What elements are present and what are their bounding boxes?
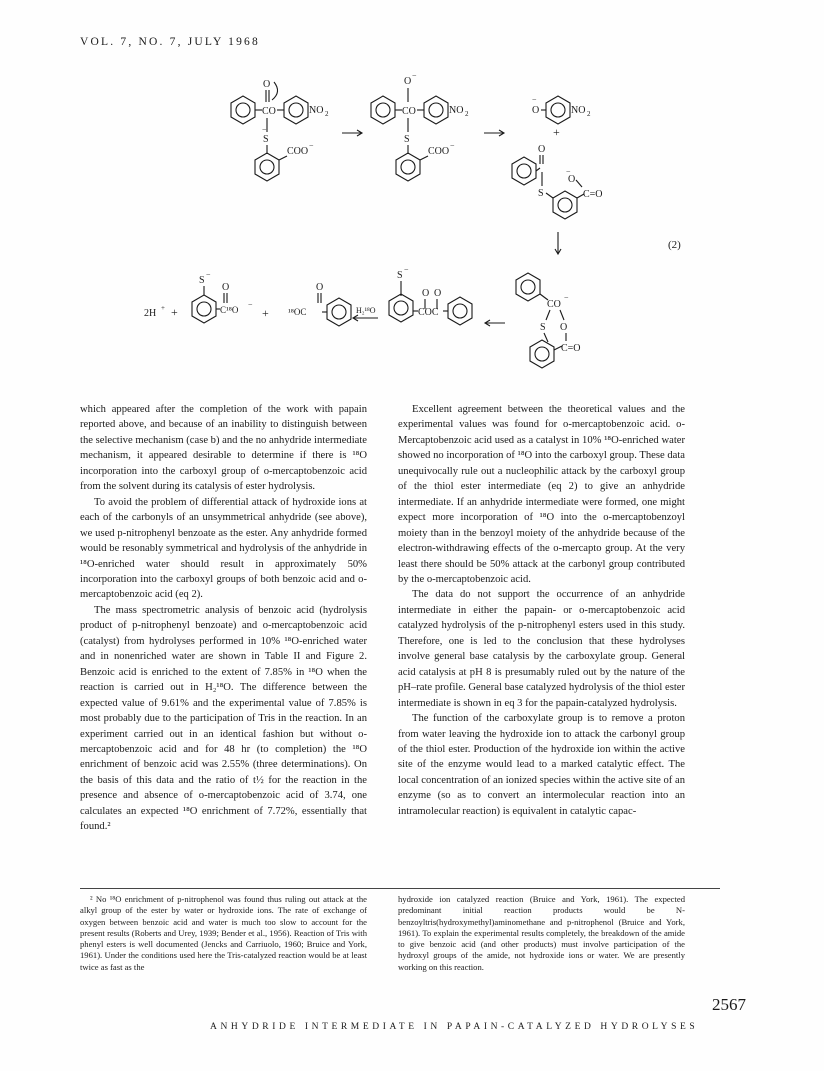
svg-text:+: + bbox=[161, 304, 165, 312]
benzene-ring bbox=[396, 153, 420, 181]
journal-header: VOL. 7, NO. 7, JULY 1968 bbox=[80, 36, 260, 48]
svg-text:H₂¹⁸O: H₂¹⁸O bbox=[356, 306, 376, 315]
svg-text:2: 2 bbox=[587, 110, 591, 118]
svg-text:C¹⁸O: C¹⁸O bbox=[220, 305, 239, 315]
benzene-ring bbox=[371, 96, 395, 124]
nitro-label: NO bbox=[309, 105, 324, 116]
svg-text:COC: COC bbox=[418, 307, 439, 318]
structure-4 bbox=[516, 273, 581, 368]
structure-7 bbox=[192, 270, 253, 323]
benzene-ring bbox=[530, 340, 554, 368]
page-number: 2567 bbox=[712, 995, 746, 1014]
svg-text:−: − bbox=[404, 265, 409, 274]
benzene-ring bbox=[553, 191, 577, 219]
svg-text:O: O bbox=[434, 288, 442, 299]
reaction-scheme bbox=[0, 60, 824, 390]
svg-text:¹⁸OC: ¹⁸OC bbox=[288, 307, 307, 317]
benzene-ring bbox=[546, 96, 570, 124]
svg-text:O: O bbox=[560, 322, 568, 333]
svg-text:S: S bbox=[538, 188, 544, 199]
benzene-ring bbox=[424, 96, 448, 124]
svg-text:NO: NO bbox=[571, 105, 586, 116]
electron-arrow bbox=[272, 82, 278, 100]
oxygen-label: O bbox=[263, 79, 271, 90]
benzene-ring bbox=[512, 157, 536, 185]
svg-text:C=O: C=O bbox=[561, 343, 581, 354]
running-title: ANHYDRIDE INTERMEDIATE IN PAPAIN-CATALYZED HYDROLYSES bbox=[210, 1022, 699, 1032]
svg-text:O: O bbox=[532, 105, 540, 116]
reaction-scheme-drawing bbox=[0, 60, 824, 390]
svg-text:−: − bbox=[248, 300, 253, 309]
reaction-arrow bbox=[342, 130, 362, 136]
svg-text:O: O bbox=[222, 282, 230, 293]
footnote-right bbox=[398, 894, 685, 973]
benzene-ring bbox=[192, 295, 216, 323]
paragraph: To avoid the problem of differential attack of hydroxide ions at each of the carbonyls of an unsymmetrical anhydride (see above), we used p-nitrophenyl benzoate as the ester. Any anhydride formed would be resonably symmetrical and hydrolysis of the anhydride in ¹⁸O-enriched water should result in approximately 50% incorporation into the carboxyl groups of both benzoic acid and o-mercaptobenzoic acid (eq 2). bbox=[80, 496, 367, 601]
structure-1 bbox=[231, 79, 329, 181]
carbonyl-label: CO bbox=[262, 106, 276, 117]
sulfur-label: S bbox=[263, 134, 269, 145]
benzene-ring bbox=[448, 297, 472, 325]
structure-2 bbox=[371, 71, 469, 181]
svg-text:2H: 2H bbox=[144, 308, 157, 319]
left-column bbox=[80, 402, 367, 835]
svg-text:2: 2 bbox=[465, 110, 469, 118]
svg-text:S: S bbox=[199, 275, 205, 286]
structure-3 bbox=[512, 95, 603, 219]
svg-text:−: − bbox=[206, 270, 211, 279]
footnote-text: hydroxide ion catalyzed reaction (Bruice and York, 1961). The expected predominant initial reaction products would be N-benzoyltris(hydroxymethyl)aminomethane and p-nitrophenol (Bruice and York, 1961). To explain the experimental results completely, the breakdown of the amide to give benzoic acid (and other products) must involve participation of the hydroxyl groups of the amide, not hydroxide ions or water. We are presently working on this reaction. bbox=[398, 894, 685, 972]
benzene-ring bbox=[516, 273, 540, 301]
reaction-arrow bbox=[484, 130, 504, 136]
benzene-ring bbox=[327, 298, 351, 326]
reaction-arrow bbox=[555, 232, 561, 254]
reaction-arrow bbox=[353, 306, 378, 321]
footnote-left bbox=[80, 894, 367, 973]
svg-text:C=O: C=O bbox=[583, 189, 603, 200]
structure-5 bbox=[389, 265, 472, 325]
svg-text:−: − bbox=[566, 167, 571, 176]
paragraph: The function of the carboxylate group is to remove a proton from water leaving the hydroxide ion to attack the carbonyl group of the thiol ester. Production of the hydroxide ion within the active site of the enzyme would lead to a marked catalytic effect. The local concentration of an ionized species within the active site of an enzyme (so as to convert an intermolecular reaction into an intramolecular reaction) is equivalent in catalytic capac- bbox=[398, 713, 685, 817]
paragraph: Excellent agreement between the theoretical values and the experimental values was found for o-mercaptobenzoic acid. o-Mercaptobenzoic acid used as a catalyst in 10% ¹⁸O-enriched water showed no incorporation of ¹⁸O into the carboxyl group. These data unequivocally rule out a nucleophilic attack by the carboxyl group of the thiol ester intermediate (eq 2) to give an anhydride intermediate. If an anhydride intermediate were formed, one might expect more incorporation of ¹⁸O into the o-mercaptobenzoyl moiety than in the benzoyl moiety of the anhydride because of the electron-withdrawing effects of the o-mercapto group. At the very least there should be 50% attack at the carbonyl group contributed by the o-mercaptobenzoic acid. bbox=[398, 404, 685, 585]
svg-text:CO: CO bbox=[547, 299, 561, 310]
structure-6 bbox=[288, 282, 351, 326]
right-column bbox=[398, 402, 685, 819]
svg-text:COO: COO bbox=[428, 146, 450, 157]
footnote-text: ² No ¹⁸O enrichment of p-nitrophenol was found thus ruling out attack at the alkyl group of the ester by water or hydroxide ions. The rate of exchange of oxygen between benzoic acid and water is much too slow to account for the present results (Roberts and Urey, 1939; Bender et al., 1956). Reaction of Tris with phenyl esters is well documented (Jencks and Carriuolo, 1960; Bruice and York, 1961). Under the conditions used here the Tris-catalyzed reaction would be at least twice as fast as the bbox=[80, 894, 367, 972]
svg-text:−: − bbox=[450, 141, 455, 150]
svg-text:+: + bbox=[262, 306, 269, 320]
svg-text:O: O bbox=[422, 288, 430, 299]
svg-text:+: + bbox=[553, 125, 560, 139]
footnote-divider bbox=[80, 888, 720, 889]
svg-text:−: − bbox=[309, 141, 314, 150]
svg-text:−: − bbox=[564, 293, 569, 302]
paragraph: which appeared after the completion of the work with papain reported above, and because of an inability to distinguish between the selective mechanism (case b) and the no anhydride intermediate mechanism, it appeared desirable to determine if there is ¹⁸O incorporation into the carboxyl group of o-mercaptobenzoic acid from the solvent during its catalysis of ester hydrolysis. bbox=[80, 404, 367, 493]
svg-text:NO: NO bbox=[449, 105, 464, 116]
benzene-ring bbox=[284, 96, 308, 124]
svg-text:O: O bbox=[316, 282, 324, 293]
paragraph: The data do not support the occurrence of an anhydride intermediate in either the papain- or o-mercaptobenzoic acid catalyzed hydrolysis of the p-nitrophenyl esters used in this study. Therefore, one is led to the conclusion that these hydrolyses involve general base catalysis by the carboxylate group. General acid catalysis at pH 8 is presumably ruled out by the nature of the pH–rate profile. General base catalyzed hydrolysis of the thiol ester intermediate is shown in eq 3 for the papain-catalyzed hydrolysis. bbox=[398, 589, 685, 709]
svg-text:2: 2 bbox=[325, 110, 329, 118]
svg-text:O: O bbox=[538, 144, 546, 155]
svg-text:S: S bbox=[404, 134, 410, 145]
equation-number: (2) bbox=[668, 239, 681, 251]
svg-text:O: O bbox=[404, 76, 412, 87]
svg-text:+: + bbox=[171, 305, 178, 319]
carboxylate-label: COO bbox=[287, 146, 309, 157]
reaction-arrow bbox=[485, 320, 505, 326]
svg-text:−: − bbox=[262, 125, 267, 134]
svg-text:−: − bbox=[412, 71, 417, 80]
benzene-ring bbox=[255, 153, 279, 181]
benzene-ring bbox=[389, 294, 413, 322]
svg-text:S: S bbox=[397, 270, 403, 281]
svg-text:CO: CO bbox=[402, 106, 416, 117]
paragraph: The mass spectrometric analysis of benzoic acid (hydrolysis product of p-nitrophenyl benzoate) and o-mercaptobenzoic acid (catalyst) from hydrolyses performed in 10% ¹⁸O-enriched water and in nonenriched water are shown in Table II and Figure 2. Benzoic acid is enriched to the extent of 7.85% in ¹⁸O when the reaction is carried out in H₂¹⁸O. The difference between the expected value of 9.61% and the experimental value of 7.85% is most probably due to the participation of Tris in the reaction. In an experiment carried out in an identical fashion but without o-mercaptobenzoic acid and for 48 hr (to completion) the ¹⁸O enrichment of benzoic acid was 2.55% (three determinations). On the basis of this data and the ratio of t½ for the reaction in the presence and absence of o-mercaptobenzoic acid of 3.74, one calculates an expected ¹⁸O enrichment of 7.72%, essentially that found.² bbox=[80, 604, 367, 833]
svg-text:−: − bbox=[532, 95, 537, 104]
svg-text:S: S bbox=[540, 322, 546, 333]
benzene-ring bbox=[231, 96, 255, 124]
svg-text:O: O bbox=[568, 174, 576, 185]
